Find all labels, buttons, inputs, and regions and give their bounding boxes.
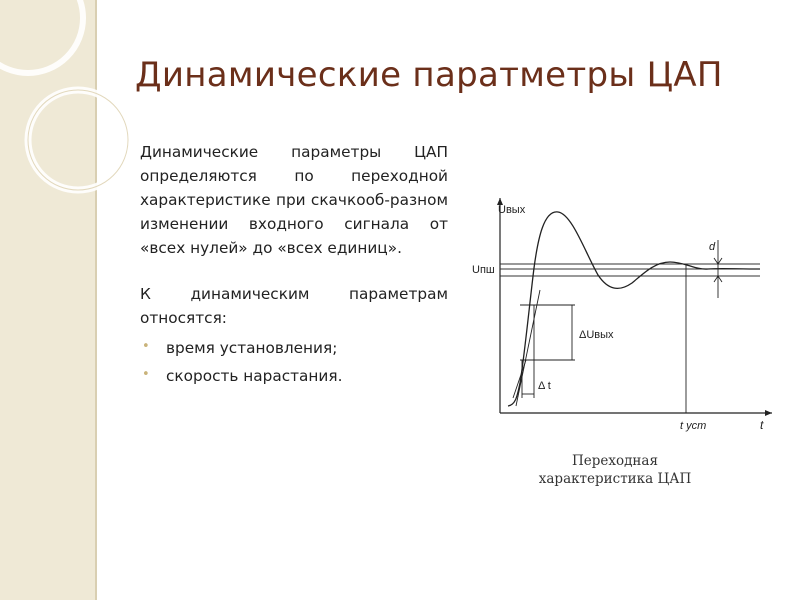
transient-curve [508, 212, 760, 406]
rise-tangent [516, 290, 540, 406]
bullet-text: скорость нарастания. [166, 367, 343, 385]
paragraph-definition: Динамические параметры ЦАП определяются по переходной характеристике при скачкооб-разном изменении входного сигнала от «всех нулей» до «всех единиц». [140, 143, 448, 257]
list-item [140, 362, 448, 390]
d-label: d [709, 241, 716, 253]
diagram-caption [520, 452, 710, 488]
parameter-list [140, 334, 448, 390]
level-label: Uпш [472, 264, 495, 276]
slide-title: Динамические паратметры ЦАП [135, 55, 723, 95]
caption-line-1: Переходная [571, 453, 658, 469]
t-settle-label: t уст [680, 420, 707, 432]
t-axis-label: t [760, 418, 764, 432]
delta-u-label: ΔUвых [579, 329, 614, 341]
transient-response-diagram [460, 185, 790, 485]
slide-body [140, 140, 448, 390]
delta-t-label: Δ t [538, 380, 551, 392]
list-item [140, 334, 448, 362]
paragraph-parameters: К динамическим параметрам относятся: [140, 285, 448, 327]
caption-line-2: характеристика ЦАП [538, 471, 692, 487]
bullet-icon: • [142, 367, 150, 382]
rise-tangent-2 [513, 360, 526, 398]
bullet-icon: • [142, 339, 150, 354]
y-axis-label: Uвых [498, 204, 526, 216]
bullet-text: время установления; [166, 339, 338, 357]
